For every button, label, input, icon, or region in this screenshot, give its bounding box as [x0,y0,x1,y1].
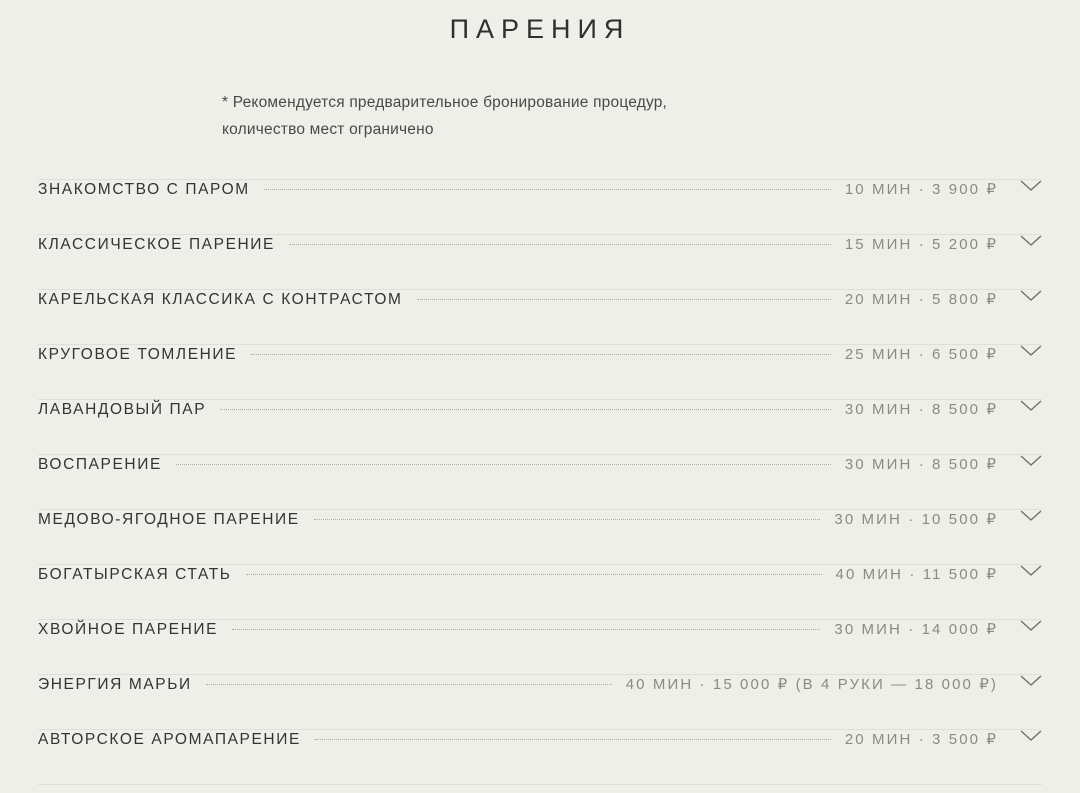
list-item[interactable] [38,290,1042,345]
leader-dots [315,739,831,740]
service-meta: 20 МИН · 3 500 ₽ [844,731,998,748]
leader-dots [264,189,831,190]
list-item[interactable] [38,620,1042,675]
leader-dots [206,684,612,685]
service-meta: 25 МИН · 6 500 ₽ [844,346,998,363]
service-meta: 30 МИН · 8 500 ₽ [844,401,998,418]
chevron-down-icon[interactable] [998,235,1042,247]
list-item[interactable] [38,179,1042,235]
chevron-down-icon[interactable] [998,180,1042,192]
chevron-down-icon[interactable] [998,455,1042,467]
service-meta: 40 МИН · 11 500 ₽ [835,566,998,583]
leader-dots [417,299,831,300]
leader-dots [251,354,831,355]
service-name: ВОСПАРЕНИЕ [38,456,162,473]
service-meta: 10 МИН · 3 900 ₽ [844,181,998,198]
list-item[interactable] [38,730,1042,785]
service-name: ХВОЙНОЕ ПАРЕНИЕ [38,621,219,638]
chevron-down-icon[interactable] [998,290,1042,302]
service-name: АВТОРСКОЕ АРОМАПАРЕНИЕ [38,731,301,748]
chevron-down-icon[interactable] [998,345,1042,357]
service-meta: 30 МИН · 14 000 ₽ [834,621,998,638]
leader-dots [246,574,822,575]
service-meta: 20 МИН · 5 800 ₽ [844,291,998,308]
chevron-down-icon[interactable] [998,565,1042,577]
leader-dots [232,629,820,630]
booking-note-line-1: * Рекомендуется предварительное бронирование процедур, [222,94,668,111]
service-meta: 40 МИН · 15 000 ₽ (В 4 РУКИ — 18 000 ₽) [625,676,998,693]
service-meta: 30 МИН · 8 500 ₽ [844,456,998,473]
chevron-down-icon[interactable] [998,510,1042,522]
chevron-down-icon[interactable] [998,620,1042,632]
service-name: КЛАССИЧЕСКОЕ ПАРЕНИЕ [38,236,275,253]
service-name: ЗНАКОМСТВО С ПАРОМ [38,181,250,198]
service-name: БОГАТЫРСКАЯ СТАТЬ [38,566,232,583]
leader-dots [176,464,831,465]
leader-dots [220,409,831,410]
list-item[interactable] [38,455,1042,510]
leader-dots [314,519,821,520]
service-list [0,179,1080,785]
list-item[interactable] [38,510,1042,565]
booking-note [222,89,862,143]
leader-dots [289,244,831,245]
service-meta: 30 МИН · 10 500 ₽ [834,511,998,528]
booking-note-line-2: количество мест ограничено [222,121,434,138]
chevron-down-icon[interactable] [998,730,1042,742]
service-name: КАРЕЛЬСКАЯ КЛАССИКА С КОНТРАСТОМ [38,291,403,308]
service-name: ЭНЕРГИЯ МАРЬИ [38,676,192,693]
list-item[interactable] [38,400,1042,455]
list-item[interactable] [38,675,1042,730]
chevron-down-icon[interactable] [998,675,1042,687]
service-name: МЕДОВО-ЯГОДНОЕ ПАРЕНИЕ [38,511,300,528]
service-name: ЛАВАНДОВЫЙ ПАР [38,401,207,418]
list-item[interactable] [38,235,1042,290]
service-meta: 15 МИН · 5 200 ₽ [844,236,998,253]
chevron-down-icon[interactable] [998,400,1042,412]
list-item[interactable] [38,345,1042,400]
service-name: КРУГОВОЕ ТОМЛЕНИЕ [38,346,238,363]
page-title: ПАРЕНИЯ [449,14,631,44]
list-item[interactable] [38,565,1042,620]
